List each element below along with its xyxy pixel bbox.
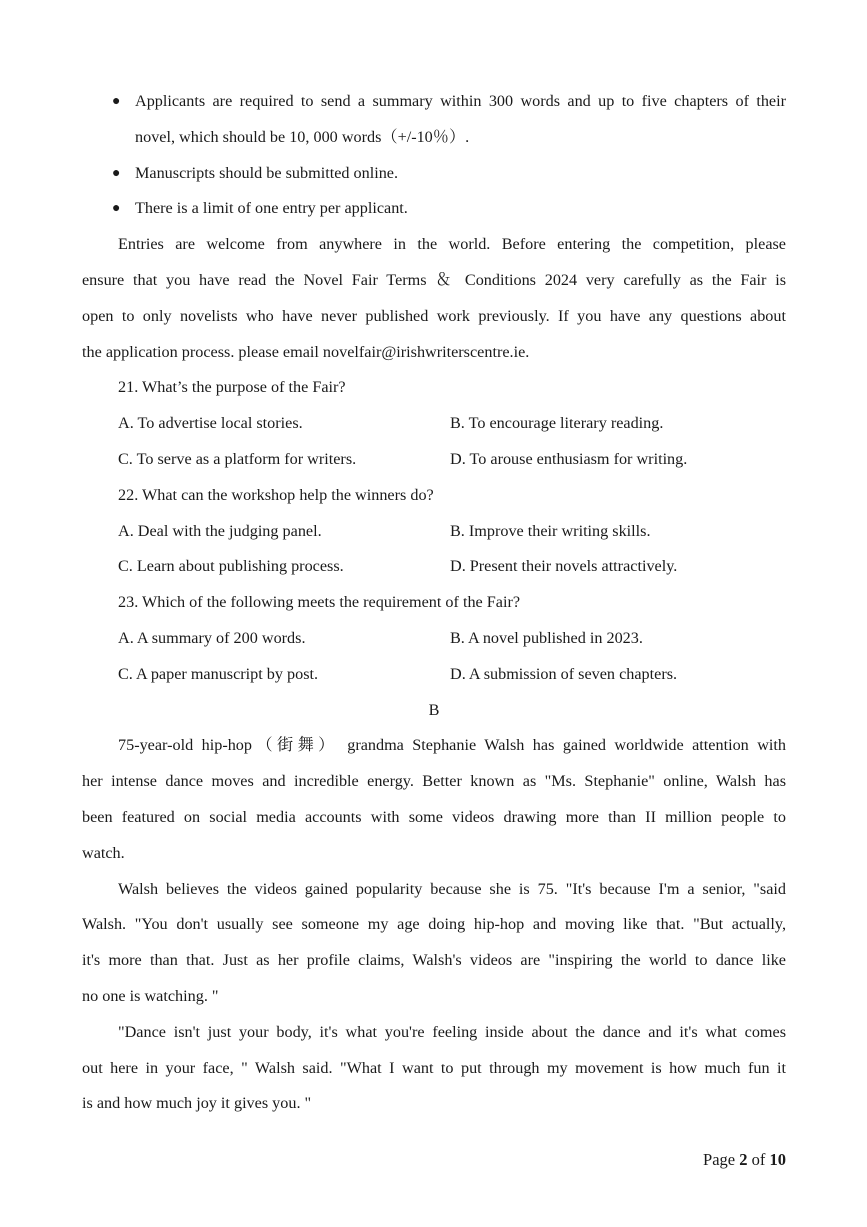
bullet-text: Applicants are required to send a summary within 300 words and up to five chapters of their — [135, 92, 786, 110]
option-b: B. A novel published in 2023. — [450, 628, 643, 647]
option-row — [82, 621, 786, 657]
paragraph-line: it's more than that. Just as her profile claims, Walsh's videos are "inspiring the world to dance like — [82, 951, 786, 970]
paragraph-line: Entries are welcome from anywhere in the world. Before entering the competition, please — [118, 235, 786, 254]
option-row — [82, 406, 786, 442]
question-stem: 21. What’s the purpose of the Fair? — [118, 378, 346, 397]
option-b: B. Improve their writing skills. — [450, 521, 651, 540]
paragraph-line: 75-year-old hip-hop（街舞） grandma Stephanie Walsh has gained worldwide attention with — [118, 736, 786, 755]
paragraph-line: Walsh. "You don't usually see someone my age doing hip-hop and moving like that. "But actually, — [82, 915, 786, 934]
bullet-item — [82, 191, 786, 227]
option-c: C. Learn about publishing process. — [118, 557, 344, 576]
section-heading: B — [428, 700, 440, 719]
document-page — [82, 84, 786, 1122]
page-number — [703, 1148, 786, 1172]
paragraph-line: the application process. please email novelfair@irishwriterscentre.ie. — [82, 342, 530, 361]
total-pages: 10 — [769, 1150, 786, 1169]
paragraph-line: her intense dance moves and incredible energy. Better known as "Ms. Stephanie" online, Walsh has — [82, 772, 786, 791]
paragraph-line: Walsh believes the videos gained popularity because she is 75. "It's because I'm a senior, "said — [118, 879, 786, 898]
question-stem: 23. Which of the following meets the requirement of the Fair? — [118, 593, 521, 612]
option-row — [82, 442, 786, 478]
paragraph-line: been featured on social media accounts with some videos drawing more than II million people to — [82, 807, 786, 826]
bullet-item — [82, 84, 786, 120]
option-c: C. A paper manuscript by post. — [118, 664, 319, 683]
option-b: B. To encourage literary reading. — [450, 414, 664, 433]
bullet-item — [82, 156, 786, 192]
paragraph-line: no one is watching. " — [82, 986, 219, 1005]
option-a: A. To advertise local stories. — [118, 414, 303, 433]
option-d: D. A submission of seven chapters. — [450, 664, 678, 683]
paragraph-line: watch. — [82, 843, 125, 862]
bullet-continuation: novel, which should be 10, 000 words（+/-10％）. — [135, 127, 470, 146]
paragraph-line: ensure that you have read the Novel Fair Terms ＆ Conditions 2024 very carefully as the Fair is — [82, 270, 786, 289]
page-label: Page — [703, 1150, 740, 1169]
option-row — [82, 657, 786, 693]
bullet-dot-icon: ● — [112, 201, 121, 217]
current-page: 2 — [739, 1150, 748, 1169]
bullet-text: There is a limit of one entry per applicant. — [135, 199, 408, 218]
paragraph-line: is and how much joy it gives you. " — [82, 1094, 312, 1113]
bullet-dot-icon: ● — [112, 165, 121, 181]
option-row — [82, 514, 786, 550]
paragraph-line: out here in your face, " Walsh said. "What I want to put through my movement is how much fun it — [82, 1058, 786, 1077]
paragraph-line: "Dance isn't just your body, it's what you're feeling inside about the dance and it's what comes — [118, 1022, 786, 1041]
option-d: D. Present their novels attractively. — [450, 557, 678, 576]
paragraph-line: open to only novelists who have never published work previously. If you have any questions about — [82, 306, 786, 325]
option-a: A. Deal with the judging panel. — [118, 521, 322, 540]
question-stem: 22. What can the workshop help the winners do? — [118, 485, 434, 504]
option-d: D. To arouse enthusiasm for writing. — [450, 449, 688, 468]
bullet-dot-icon: ● — [112, 94, 121, 109]
option-a: A. A summary of 200 words. — [118, 628, 306, 647]
bullet-text: Manuscripts should be submitted online. — [135, 163, 399, 182]
option-c: C. To serve as a platform for writers. — [118, 449, 357, 468]
option-row — [82, 549, 786, 585]
page-of-label: of — [747, 1150, 770, 1169]
